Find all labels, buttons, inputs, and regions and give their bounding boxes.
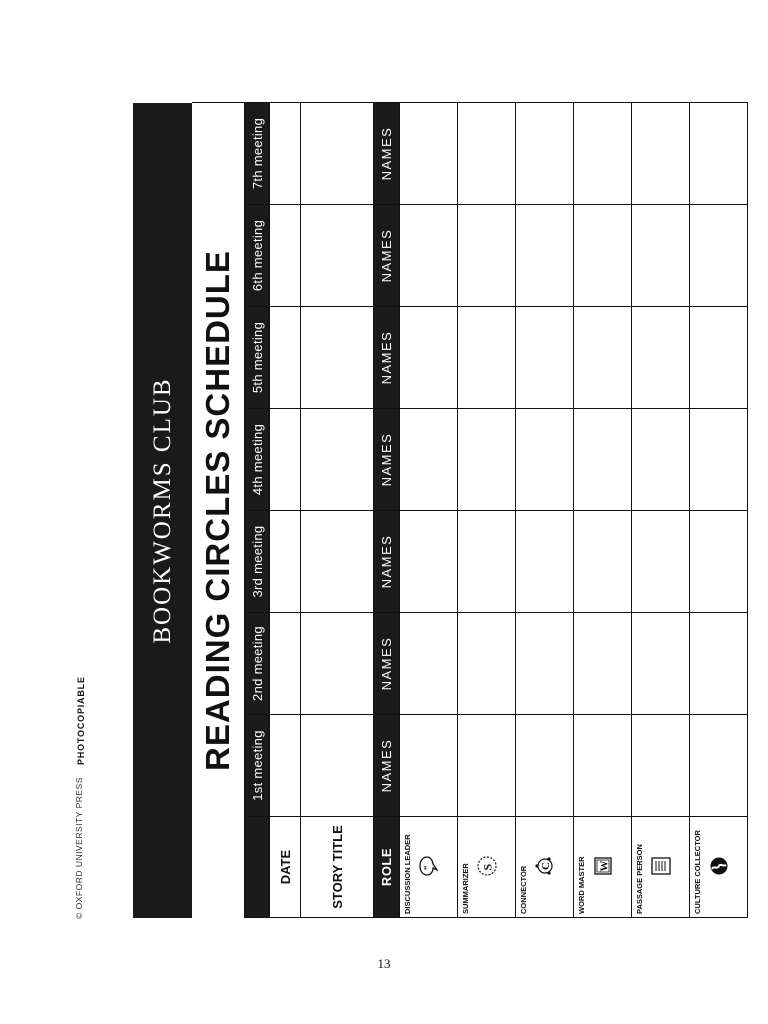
role-label: WORD MASTER [577, 856, 586, 914]
name-cell[interactable] [400, 715, 458, 817]
svg-text:C: C [540, 862, 552, 871]
name-cell[interactable] [632, 715, 690, 817]
name-cell[interactable] [516, 511, 574, 613]
role-header: ROLE [374, 817, 400, 918]
svg-text:“: “ [422, 866, 432, 871]
name-cell[interactable] [690, 715, 748, 817]
name-cell[interactable] [632, 613, 690, 715]
story-title-cell[interactable] [301, 307, 374, 409]
svg-text:W: W [598, 861, 611, 872]
schedule-table [244, 102, 748, 918]
name-cell[interactable] [632, 511, 690, 613]
name-cell[interactable] [574, 511, 632, 613]
word-master-w-icon [592, 856, 614, 878]
name-cell[interactable] [690, 613, 748, 715]
name-cell[interactable] [632, 307, 690, 409]
meeting-header: 5th meeting [245, 307, 270, 409]
story-title-cell[interactable] [301, 205, 374, 307]
name-cell[interactable] [400, 307, 458, 409]
photocopiable-label: PHOTOCOPIABLE [76, 676, 86, 765]
name-cell[interactable] [458, 103, 516, 205]
role-row-discussion-leader [400, 103, 458, 918]
name-cell[interactable] [574, 205, 632, 307]
role-names-header-row [374, 103, 400, 918]
role-label-cell [690, 817, 748, 918]
name-cell[interactable] [690, 307, 748, 409]
name-cell[interactable] [574, 307, 632, 409]
role-label-cell [400, 817, 458, 918]
globe-icon [708, 856, 730, 878]
name-cell[interactable] [574, 715, 632, 817]
names-header: NAMES [374, 307, 400, 409]
names-header: NAMES [374, 613, 400, 715]
connector-c-icon [534, 856, 556, 878]
name-cell[interactable] [632, 205, 690, 307]
meeting-header: 2nd meeting [245, 613, 270, 715]
document-lines-icon [650, 856, 672, 878]
role-label: SUMMARIZER [461, 863, 470, 914]
name-cell[interactable] [574, 613, 632, 715]
copyright-credit: © OXFORD UNIVERSITY PRESS [74, 777, 84, 919]
meeting-header: 4th meeting [245, 409, 270, 511]
name-cell[interactable] [574, 409, 632, 511]
name-cell[interactable] [632, 103, 690, 205]
name-cell[interactable] [516, 307, 574, 409]
role-label: CONNECTOR [519, 865, 528, 914]
date-cell[interactable] [270, 307, 301, 409]
role-row-passage-person [632, 103, 690, 918]
name-cell[interactable] [516, 205, 574, 307]
role-row-summarizer [458, 103, 516, 918]
title-banner [192, 102, 244, 918]
date-cell[interactable] [270, 103, 301, 205]
page-number: 13 [377, 956, 391, 971]
name-cell[interactable] [516, 613, 574, 715]
name-cell[interactable] [574, 103, 632, 205]
name-cell[interactable] [400, 613, 458, 715]
meeting-header: 1st meeting [245, 715, 270, 817]
role-label-cell [574, 817, 632, 918]
role-label-cell [632, 817, 690, 918]
role-row-connector [516, 103, 574, 918]
schedule-sheet [133, 103, 702, 918]
names-header: NAMES [374, 511, 400, 613]
name-cell[interactable] [400, 205, 458, 307]
role-label: PASSAGE PERSON [635, 844, 644, 914]
story-title-cell[interactable] [301, 511, 374, 613]
date-row [270, 103, 301, 918]
story-title-row [301, 103, 374, 918]
date-cell[interactable] [270, 511, 301, 613]
name-cell[interactable] [690, 103, 748, 205]
story-title-cell[interactable] [301, 103, 374, 205]
date-cell[interactable] [270, 205, 301, 307]
role-row-word-master [574, 103, 632, 918]
meeting-header: 6th meeting [245, 205, 270, 307]
club-banner [133, 103, 192, 918]
name-cell[interactable] [690, 205, 748, 307]
meeting-header: 7th meeting [245, 103, 270, 205]
role-label: DISCUSSION LEADER [403, 834, 412, 914]
names-header: NAMES [374, 715, 400, 817]
role-label-cell [516, 817, 574, 918]
story-title-cell[interactable] [301, 409, 374, 511]
names-header: NAMES [374, 205, 400, 307]
name-cell[interactable] [690, 409, 748, 511]
names-header: NAMES [374, 103, 400, 205]
meeting-header-row [245, 103, 270, 918]
svg-text:S: S [480, 864, 495, 871]
name-cell[interactable] [458, 307, 516, 409]
date-cell[interactable] [270, 715, 301, 817]
role-label: CULTURE COLLECTOR [693, 830, 702, 914]
meeting-header-corner [245, 817, 270, 918]
name-cell[interactable] [458, 205, 516, 307]
names-header: NAMES [374, 409, 400, 511]
meeting-header: 3rd meeting [245, 511, 270, 613]
summarizer-s-icon [476, 856, 498, 878]
date-label: DATE [270, 817, 301, 918]
role-label-cell [458, 817, 516, 918]
name-cell[interactable] [458, 511, 516, 613]
story-title-cell[interactable] [301, 613, 374, 715]
name-cell[interactable] [632, 409, 690, 511]
speech-bubble-icon [418, 856, 438, 878]
date-cell[interactable] [270, 613, 301, 715]
date-cell[interactable] [270, 409, 301, 511]
name-cell[interactable] [400, 409, 458, 511]
story-title-label: STORY TITLE [301, 817, 374, 918]
name-cell[interactable] [458, 715, 516, 817]
name-cell[interactable] [690, 511, 748, 613]
schedule-title: READING CIRCLES SCHEDULE [199, 250, 236, 771]
name-cell[interactable] [516, 409, 574, 511]
name-cell[interactable] [458, 613, 516, 715]
role-row-culture-collector [690, 103, 748, 918]
story-title-cell[interactable] [301, 715, 374, 817]
name-cell[interactable] [400, 511, 458, 613]
name-cell[interactable] [400, 103, 458, 205]
club-name: BOOKWORMS CLUB [148, 377, 176, 644]
name-cell[interactable] [516, 715, 574, 817]
name-cell[interactable] [458, 409, 516, 511]
name-cell[interactable] [516, 103, 574, 205]
